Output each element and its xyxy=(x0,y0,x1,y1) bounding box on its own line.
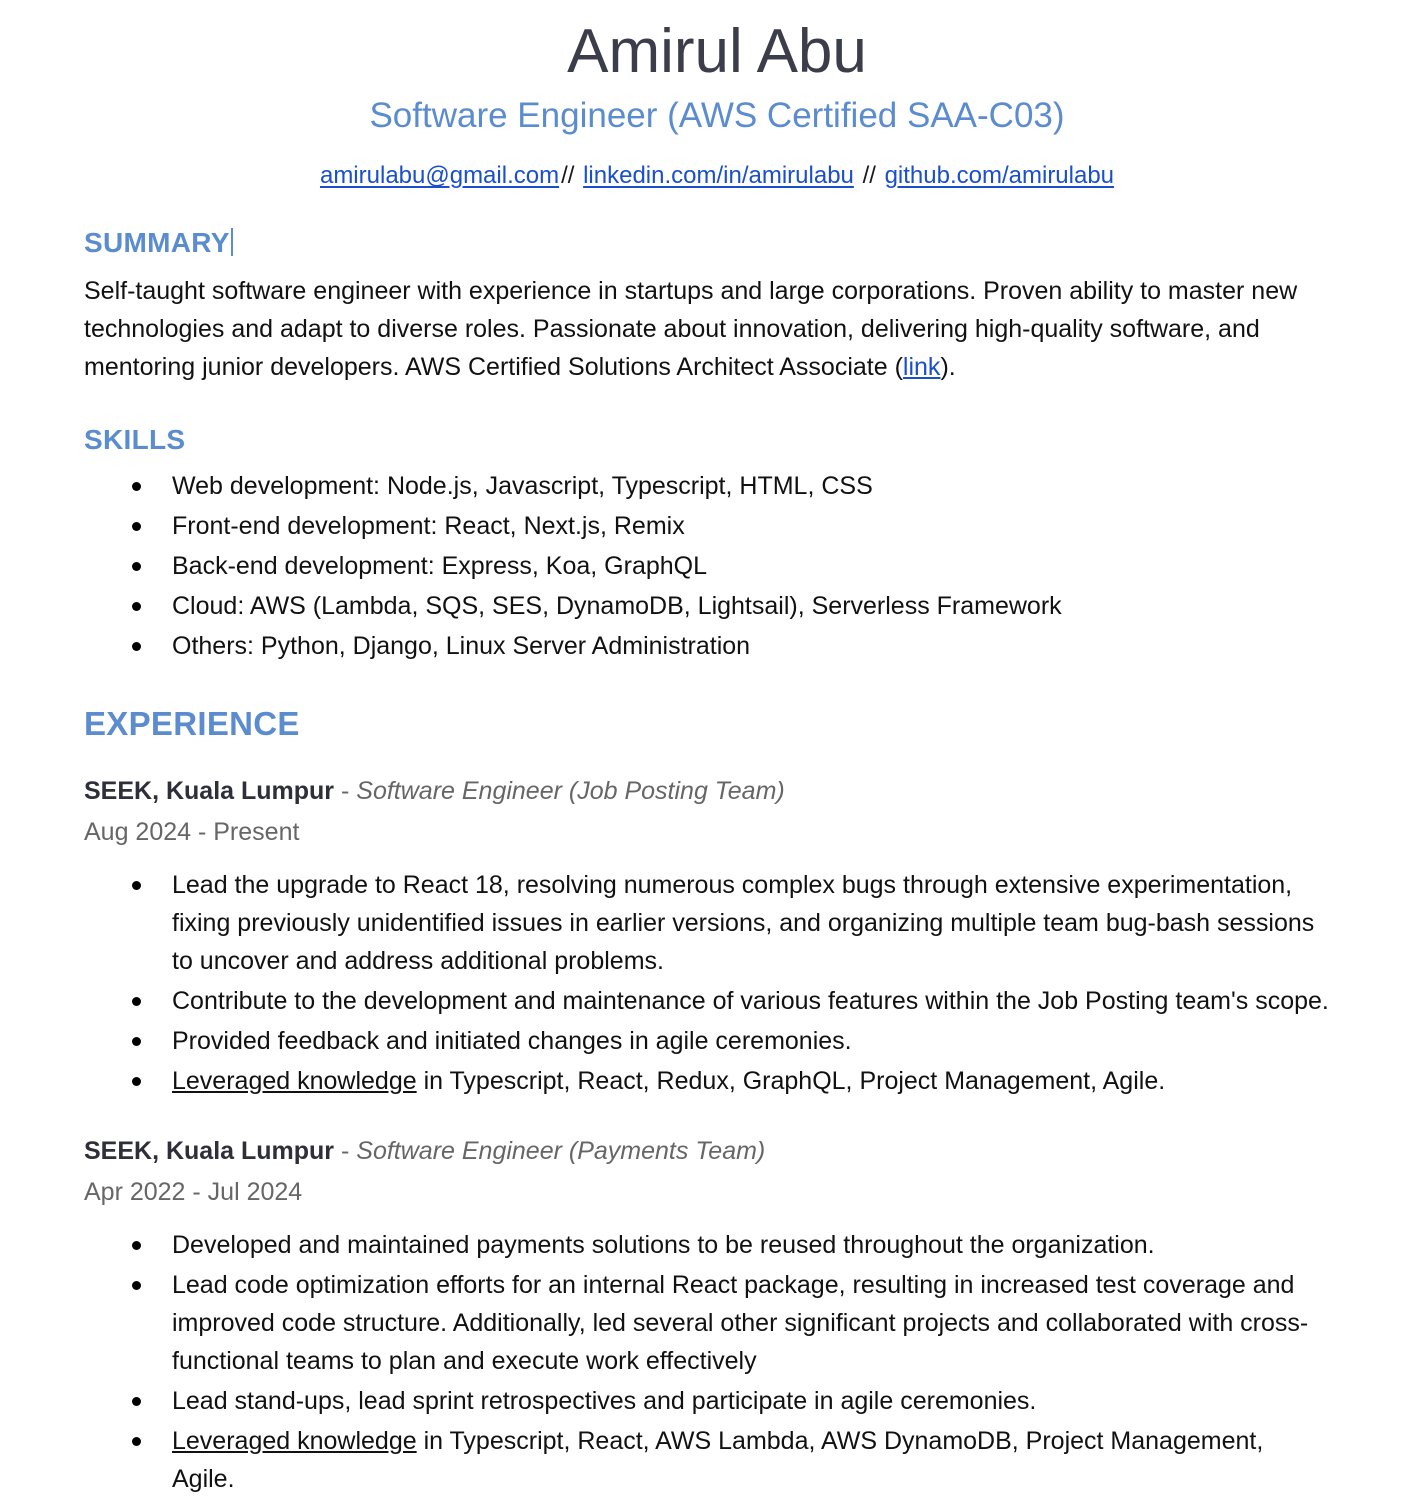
list-item: Web development: Node.js, Javascript, Typescript, HTML, CSS xyxy=(84,467,1350,505)
candidate-name: Amirul Abu xyxy=(567,17,867,86)
list-item xyxy=(84,1062,1350,1100)
bullet-text: Provided feedback and initiated changes in agile ceremonies. xyxy=(172,1027,852,1056)
experience-heading: EXPERIENCE xyxy=(84,705,300,743)
list-item xyxy=(84,1266,1350,1380)
list-item xyxy=(84,1022,1350,1060)
list-item: Others: Python, Django, Linux Server Administration xyxy=(84,627,1350,665)
job-company: SEEK, Kuala Lumpur xyxy=(84,777,335,806)
job-dates: Aug 2024 - Present xyxy=(84,818,300,847)
summary-text-before-link: Self-taught software engineer with experience in startups and large corporations. Proven ability to master new technologies and adapt to diverse roles. Passionate about innovation, delivering high-quality software, and mentoring junior developers. AWS Certified Solutions Architect Associate ( xyxy=(84,277,1298,382)
linkedin-link[interactable]: linkedin.com/in/amirulabu xyxy=(583,161,854,189)
list-item: Cloud: AWS (Lambda, SQS, SES, DynamoDB, Lightsail), Serverless Framework xyxy=(84,587,1350,625)
job-header xyxy=(84,1134,1350,1169)
contact-separator-1: // xyxy=(561,161,575,189)
summary-paragraph xyxy=(84,272,1339,386)
bullet-text: Contribute to the development and maintenance of various features within the Job Posting team's scope. xyxy=(172,987,1329,1016)
list-item xyxy=(84,1422,1350,1498)
candidate-subtitle: Software Engineer (AWS Certified SAA-C03) xyxy=(369,96,1065,136)
bullet-text: Developed and maintained payments solutions to be reused throughout the organization. xyxy=(172,1231,1155,1260)
contact-line xyxy=(84,160,1350,191)
github-link[interactable]: github.com/amirulabu xyxy=(884,161,1115,189)
job-header xyxy=(84,774,1350,809)
experience-entry xyxy=(84,1134,1350,1498)
bullet-text: Lead the upgrade to React 18, resolving numerous complex bugs through extensive experimentation, fixing previously unidentified issues in earlier versions, and organizing multiple team bug-bash sessions to uncover and address additional problems. xyxy=(172,871,1315,976)
job-title: Software Engineer (Payments Team) xyxy=(356,1137,766,1166)
job-bullets xyxy=(84,1226,1350,1498)
contact-separator-2: // xyxy=(862,161,876,189)
list-item: Front-end development: React, Next.js, Remix xyxy=(84,507,1350,545)
summary-heading-label: SUMMARY xyxy=(84,227,230,259)
bullet-text: in Typescript, React, AWS Lambda, AWS DynamoDB, Project Management, Agile. xyxy=(172,1427,1264,1494)
job-dash: - xyxy=(334,777,357,806)
list-item xyxy=(84,1382,1350,1420)
text-caret xyxy=(231,228,233,256)
skills-list xyxy=(84,467,1350,665)
bullet-underlined-prefix: Leveraged knowledge xyxy=(172,1067,417,1096)
job-dates: Apr 2022 - Jul 2024 xyxy=(84,1178,303,1207)
list-item: Back-end development: Express, Koa, GraphQL xyxy=(84,547,1350,585)
job-dash: - xyxy=(334,1137,357,1166)
job-title: Software Engineer (Job Posting Team) xyxy=(356,777,785,806)
bullet-text: Lead stand-ups, lead sprint retrospectives and participate in agile ceremonies. xyxy=(172,1387,1037,1416)
certification-link[interactable]: link xyxy=(902,353,941,382)
email-link[interactable]: amirulabu@gmail.com xyxy=(319,161,560,189)
list-item xyxy=(84,866,1350,980)
skills-heading: SKILLS xyxy=(84,424,186,456)
job-company: SEEK, Kuala Lumpur xyxy=(84,1137,335,1166)
list-item xyxy=(84,1226,1350,1264)
experience-entry xyxy=(84,774,1350,1100)
job-bullets xyxy=(84,866,1350,1100)
summary-heading xyxy=(84,225,233,260)
list-item xyxy=(84,982,1350,1020)
bullet-text: in Typescript, React, Redux, GraphQL, Project Management, Agile. xyxy=(416,1067,1166,1096)
summary-text-after-link: ). xyxy=(940,353,956,382)
bullet-underlined-prefix: Leveraged knowledge xyxy=(172,1427,417,1456)
bullet-text: Lead code optimization efforts for an internal React package, resulting in increased test coverage and improved code structure. Additionally, led several other significant projects and collaborated with cross-functional teams to plan and execute work effectively xyxy=(172,1271,1309,1376)
